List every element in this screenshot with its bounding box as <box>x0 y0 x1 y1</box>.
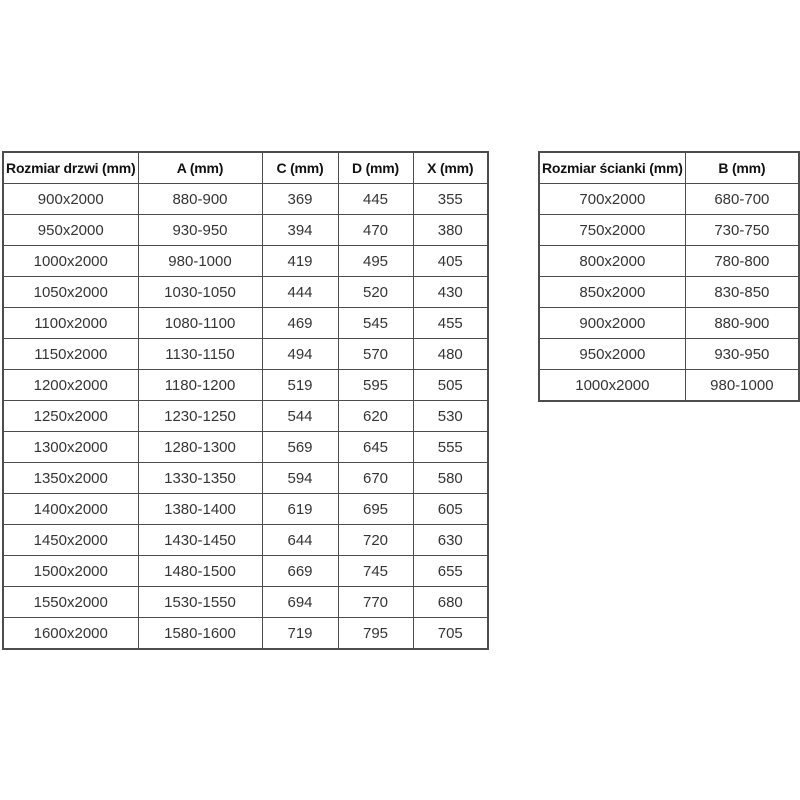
table-row <box>3 277 488 308</box>
table-cell: 505 <box>413 370 488 401</box>
table-cell: 455 <box>413 308 488 339</box>
table-cell: 495 <box>338 246 413 277</box>
table-cell: 1550x2000 <box>3 587 138 618</box>
table-cell: 830-850 <box>685 277 799 308</box>
table-cell: 555 <box>413 432 488 463</box>
table-cell: 880-900 <box>138 184 262 215</box>
table-cell: 795 <box>338 618 413 650</box>
table-cell: 930-950 <box>685 339 799 370</box>
table-row <box>3 463 488 494</box>
table-cell: 980-1000 <box>685 370 799 402</box>
table-cell: 1480-1500 <box>138 556 262 587</box>
table-row <box>3 401 488 432</box>
table-cell: 1000x2000 <box>539 370 685 402</box>
table-cell: 630 <box>413 525 488 556</box>
table-cell: 1530-1550 <box>138 587 262 618</box>
table-cell: 1580-1600 <box>138 618 262 650</box>
table-cell: 1250x2000 <box>3 401 138 432</box>
table-row <box>3 618 488 650</box>
table-cell: 750x2000 <box>539 215 685 246</box>
table-cell: 1150x2000 <box>3 339 138 370</box>
table-cell: 680 <box>413 587 488 618</box>
table-cell: 1030-1050 <box>138 277 262 308</box>
column-header: X (mm) <box>413 152 488 184</box>
table-cell: 670 <box>338 463 413 494</box>
table-row <box>3 370 488 401</box>
table-row <box>3 339 488 370</box>
table-cell: 1430-1450 <box>138 525 262 556</box>
table-cell: 1200x2000 <box>3 370 138 401</box>
table-cell: 394 <box>262 215 338 246</box>
table-cell: 1330-1350 <box>138 463 262 494</box>
table-cell: 644 <box>262 525 338 556</box>
table-cell: 850x2000 <box>539 277 685 308</box>
table-cell: 1000x2000 <box>3 246 138 277</box>
table-row <box>3 556 488 587</box>
table-row <box>3 308 488 339</box>
table-row <box>539 370 799 402</box>
table-cell: 669 <box>262 556 338 587</box>
table-cell: 594 <box>262 463 338 494</box>
table-cell: 1130-1150 <box>138 339 262 370</box>
table-cell: 1280-1300 <box>138 432 262 463</box>
table-row <box>539 308 799 339</box>
table-cell: 705 <box>413 618 488 650</box>
table-cell: 719 <box>262 618 338 650</box>
table-cell: 930-950 <box>138 215 262 246</box>
table-cell: 694 <box>262 587 338 618</box>
table-row <box>539 215 799 246</box>
table-row <box>3 215 488 246</box>
table-cell: 380 <box>413 215 488 246</box>
table-row <box>3 246 488 277</box>
table-cell: 520 <box>338 277 413 308</box>
table-cell: 1180-1200 <box>138 370 262 401</box>
table-cell: 519 <box>262 370 338 401</box>
table-cell: 544 <box>262 401 338 432</box>
header-row <box>3 152 488 184</box>
table-row <box>3 494 488 525</box>
table-cell: 470 <box>338 215 413 246</box>
table-cell: 950x2000 <box>539 339 685 370</box>
table-row <box>3 432 488 463</box>
table-cell: 530 <box>413 401 488 432</box>
table-cell: 619 <box>262 494 338 525</box>
table-cell: 695 <box>338 494 413 525</box>
table-cell: 469 <box>262 308 338 339</box>
table-row <box>539 184 799 215</box>
table-cell: 1450x2000 <box>3 525 138 556</box>
table-cell: 605 <box>413 494 488 525</box>
table-cell: 494 <box>262 339 338 370</box>
table-cell: 595 <box>338 370 413 401</box>
table-cell: 1100x2000 <box>3 308 138 339</box>
table-cell: 655 <box>413 556 488 587</box>
table-cell: 1230-1250 <box>138 401 262 432</box>
column-header: B (mm) <box>685 152 799 184</box>
table-cell: 620 <box>338 401 413 432</box>
table-cell: 570 <box>338 339 413 370</box>
table-cell: 1050x2000 <box>3 277 138 308</box>
table-row <box>539 339 799 370</box>
table-cell: 900x2000 <box>539 308 685 339</box>
door-sizes-table <box>2 151 489 650</box>
table-cell: 745 <box>338 556 413 587</box>
table-cell: 1600x2000 <box>3 618 138 650</box>
table-cell: 800x2000 <box>539 246 685 277</box>
wall-sizes-table <box>538 151 800 402</box>
table-cell: 1380-1400 <box>138 494 262 525</box>
table-cell: 430 <box>413 277 488 308</box>
table-cell: 950x2000 <box>3 215 138 246</box>
table-row <box>3 184 488 215</box>
table-cell: 1080-1100 <box>138 308 262 339</box>
table-cell: 369 <box>262 184 338 215</box>
table-cell: 569 <box>262 432 338 463</box>
table-cell: 980-1000 <box>138 246 262 277</box>
header-row <box>539 152 799 184</box>
table-cell: 780-800 <box>685 246 799 277</box>
table-cell: 700x2000 <box>539 184 685 215</box>
table-cell: 405 <box>413 246 488 277</box>
table-row <box>3 525 488 556</box>
table-cell: 900x2000 <box>3 184 138 215</box>
table-cell: 730-750 <box>685 215 799 246</box>
table-cell: 645 <box>338 432 413 463</box>
table-row <box>539 246 799 277</box>
table-cell: 680-700 <box>685 184 799 215</box>
table-cell: 1300x2000 <box>3 432 138 463</box>
table-cell: 355 <box>413 184 488 215</box>
table-cell: 480 <box>413 339 488 370</box>
table-cell: 880-900 <box>685 308 799 339</box>
column-header: D (mm) <box>338 152 413 184</box>
table-row <box>539 277 799 308</box>
column-header: Rozmiar ścianki (mm) <box>539 152 685 184</box>
table-cell: 720 <box>338 525 413 556</box>
table-cell: 770 <box>338 587 413 618</box>
table-cell: 580 <box>413 463 488 494</box>
table-cell: 1500x2000 <box>3 556 138 587</box>
table-cell: 445 <box>338 184 413 215</box>
table-row <box>3 587 488 618</box>
column-header: Rozmiar drzwi (mm) <box>3 152 138 184</box>
table-cell: 1350x2000 <box>3 463 138 494</box>
column-header: C (mm) <box>262 152 338 184</box>
table-cell: 545 <box>338 308 413 339</box>
table-cell: 419 <box>262 246 338 277</box>
column-header: A (mm) <box>138 152 262 184</box>
table-cell: 1400x2000 <box>3 494 138 525</box>
table-cell: 444 <box>262 277 338 308</box>
